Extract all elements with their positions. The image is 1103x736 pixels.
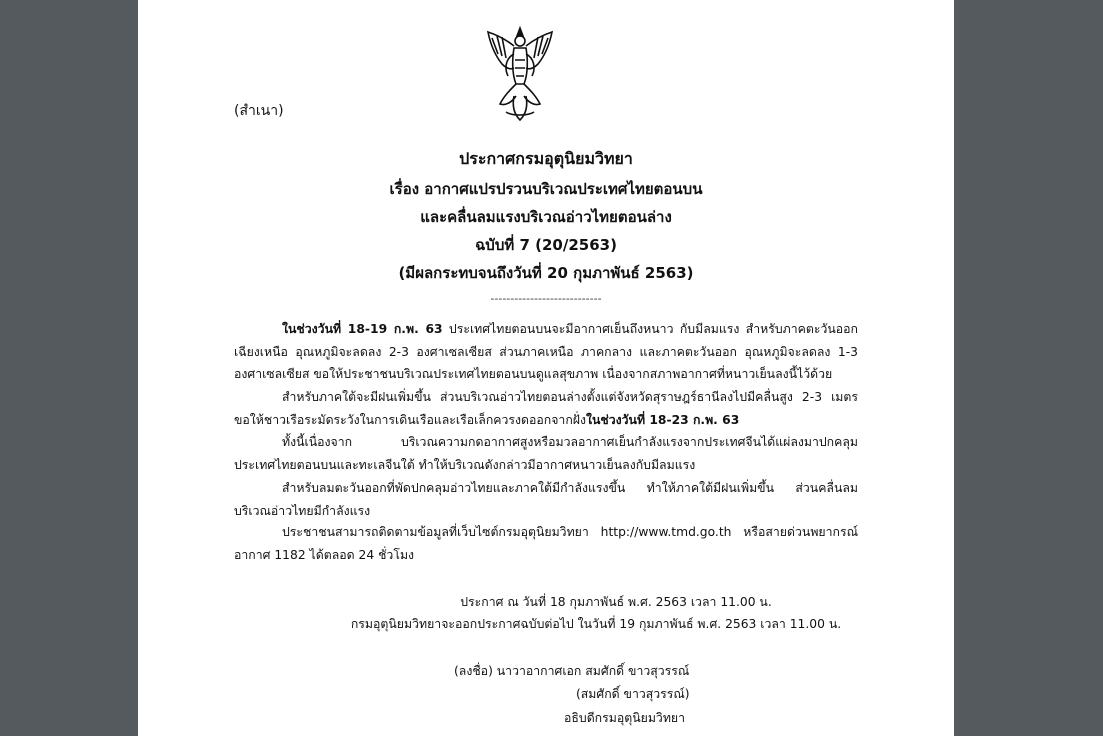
next-issue-note: กรมอุตุนิยมวิทยาจะออกประกาศฉบับต่อไป ในวันที่ 19 กุมภาพันธ์ พ.ศ. 2563 เวลา 11.00 น. [350, 617, 842, 631]
announcement-date: ประกาศ ณ วันที่ 18 กุมภาพันธ์ พ.ศ. 2563 เวลา 11.00 น. [460, 595, 772, 609]
paragraph-2-text: สำหรับภาคใต้จะมีฝนเพิ่มขึ้น ส่วนบริเวณอ่าวไทยตอนล่างตั้งแต่จังหวัดสุราษฎร์ธานีลงไปมีคลื่นสูง 2-3 เมตร ขอให้ชาวเรือระมัดระวังในการเดินเรือและเรือเล็กควรงดออกจากฝั่ง [234, 390, 858, 427]
garuda-emblem-icon [484, 24, 556, 124]
signature-position: อธิบดีกรมอุตุนิยมวิทยา [564, 711, 686, 725]
issue-number: ฉบับที่ 7 (20/2563) [475, 236, 617, 254]
paragraph-1-text: ประเทศไทยตอนบนจะมีอากาศเย็นถึงหนาว กับมีลมแรง สำหรับภาคตะวันออกเฉียงเหนือ อุณหภูมิจะลดลง 2-3 องศาเซลเซียส ส่วนภาคเหนือ ภาคกลาง และภาคตะวันออก อุณหภูมิจะลดลง 1-3 องศาเซลเซียส ขอให้ประชาชนบริเวณประเทศไทยตอนบนดูแลสุขภาพ เนื่องจากสภาพอากาศที่หนาวเย็นลงนี้ไว้ด้วย [234, 322, 858, 381]
paragraph-2 [234, 386, 858, 431]
paragraph-1 [234, 318, 858, 386]
paragraph-3: ทั้งนี้เนื่องจาก บริเวณความกดอากาศสูงหรือมวลอากาศเย็นกำลังแรงจากประเทศจีนได้แผ่ลงมาปกคลุมประเทศไทยตอนบนและทะเลจีนใต้ ทำให้บริเวณดังกล่าวมีอากาศหนาวเย็นลงกับมีลมแรง [234, 435, 858, 472]
subject-line-2: และคลื่นลมแรงบริเวณอ่าวไทยตอนล่าง [420, 208, 672, 226]
subject-line-1: เรื่อง อากาศแปรปรวนบริเวณประเทศไทยตอนบน [389, 180, 703, 198]
signature-name: (สมศักดิ์ ขาวสุวรรณ์) [576, 687, 690, 701]
document-page [138, 0, 954, 736]
paragraph-4: สำหรับลมตะวันออกที่พัดปกคลุมอ่าวไทยและภาคใต้มีกำลังแรงขึ้น ทำให้ภาคใต้มีฝนเพิ่มขึ้น ส่วนคลื่นลมบริเวณอ่าวไทยมีกำลังแรง [234, 481, 858, 518]
divider-line: ---------------------------- [490, 292, 602, 305]
document-title: ประกาศกรมอุตุนิยมวิทยา [459, 149, 633, 168]
copy-label: (สำเนา) [234, 103, 284, 119]
effective-date: (มีผลกระทบจนถึงวันที่ 20 กุมภาพันธ์ 2563) [398, 264, 694, 282]
paragraph-1-date: ในช่วงวันที่ 18-19 ก.พ. 63 [282, 322, 443, 336]
paragraph-2-date: ในช่วงวันที่ 18-23 ก.พ. 63 [585, 412, 740, 427]
paragraph-5: ประชาชนสามารถติดตามข้อมูลที่เว็บไซต์กรมอุตุนิยมวิทยา http://www.tmd.go.th หรือสายด่วนพยากรณ์อากาศ 1182 ได้ตลอด 24 ชั่วโมง [234, 525, 858, 562]
signature-line: (ลงชื่อ) นาวาอากาศเอก สมศักดิ์ ขาวสุวรรณ์ [454, 664, 690, 678]
